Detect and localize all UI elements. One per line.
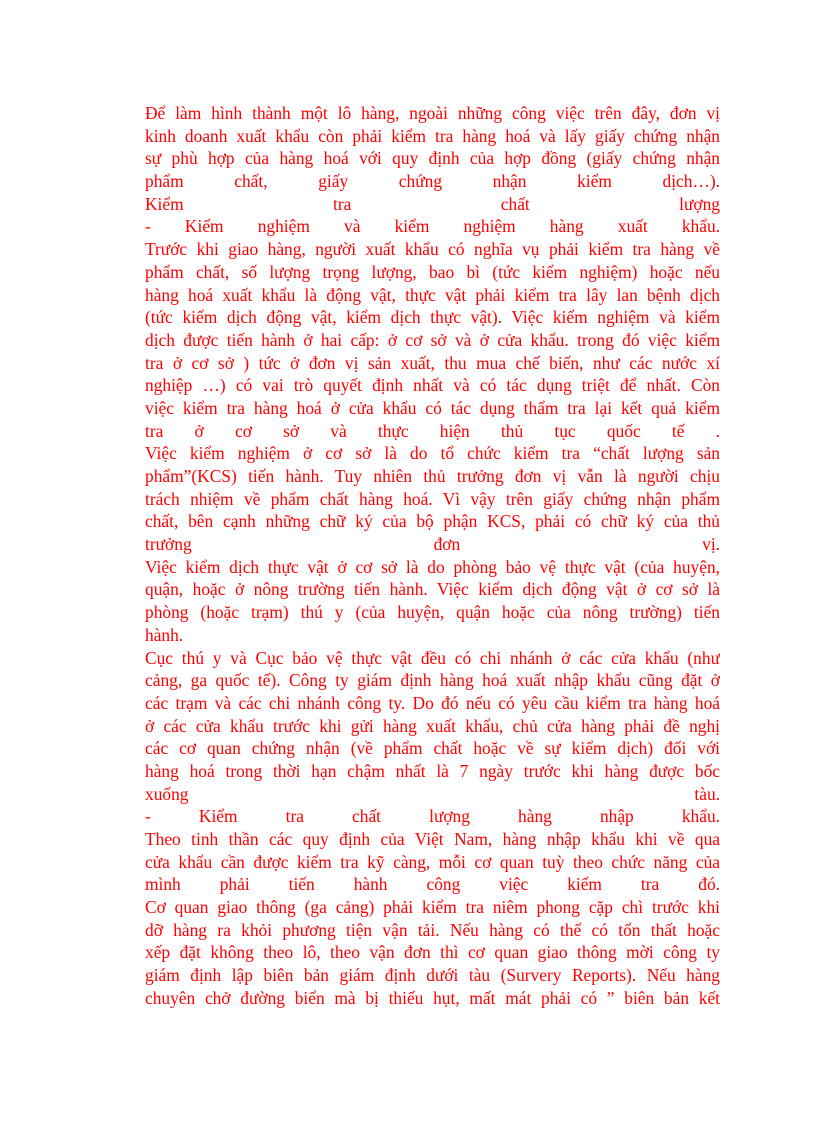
text-line: sự phù hợp của hàng hoá với quy định của hợp đồng (giấy chứng nhận	[145, 148, 720, 169]
text-line: việc kiểm tra hàng hoá ở cửa khẩu có tác dụng thẩm tra lại kết quả kiểm	[145, 397, 720, 418]
text-line: Việc kiểm dịch thực vật ở cơ sở là do phòng bảo vệ thực vật (của huyện,	[145, 556, 720, 577]
text-line: - Kiểm nghiệm và kiểm nghiệm hàng xuất khẩu.	[145, 216, 720, 237]
text-line: phẩm chất, giấy chứng nhận kiểm dịch…).	[145, 171, 720, 192]
text-line: Cơ quan giao thông (ga cảng) phải kiểm tra niêm phong cặp chì trước khi	[145, 897, 720, 918]
text-line: ở các cửa khẩu trước khi gửi hàng xuất khẩu, chủ cửa hàng phải đề nghị	[145, 715, 720, 736]
document-body	[145, 102, 720, 1010]
text-line: xếp đặt không theo lô, theo vận đơn thì cơ quan giao thông mời công ty	[145, 942, 720, 963]
text-line: Kiểm tra chất lượng	[145, 193, 720, 214]
text-line: giám định lập biên bản giám định dưới tàu (Survery Reports). Nếu hàng	[145, 965, 720, 986]
text-line: (tức kiểm dịch động vật, kiểm dịch thực vật). Việc kiểm nghiệm và kiểm	[145, 307, 720, 328]
text-line: hàng hoá trong thời hạn chậm nhất là 7 ngày trước khi hàng được bốc	[145, 760, 720, 781]
text-line: Cục thú y và Cục bảo vệ thực vật đều có chi nhánh ở các cửa khẩu (như	[145, 647, 720, 668]
text-line: phòng (hoặc trạm) thú y (của huyện, quận hoặc của nông trường) tiến	[145, 602, 720, 623]
text-line: dỡ hàng ra khỏi phương tiện vận tải. Nếu hàng có thể có tổn thất hoặc	[145, 919, 720, 940]
text-line: cảng, ga quốc tế). Công ty giám định hàng hoá xuất nhập khẩu cũng đặt ở	[145, 670, 720, 691]
text-line: trách nhiệm về phẩm chất hàng hoá. Vì vậy trên giấy chứng nhận phẩm	[145, 488, 720, 509]
text-line: nghiệp …) có vai trò quyết định nhất và có tác dụng triệt để nhất. Còn	[145, 375, 720, 396]
text-line: mình phải tiến hành công việc kiểm tra đó.	[145, 874, 720, 895]
text-line: chất, bên cạnh những chữ ký của bộ phận KCS, phải có chữ ký của thủ	[145, 511, 720, 532]
text-line: cửa khẩu cần được kiểm tra kỹ càng, mỗi cơ quan tuỳ theo chức năng của	[145, 851, 720, 872]
text-line: Trước khi giao hàng, người xuất khẩu có nghĩa vụ phải kiểm tra hàng về	[145, 239, 720, 260]
text-line: hàng hoá xuất khẩu là động vật, thực vật phải kiểm tra lây lan bệnh dịch	[145, 284, 720, 305]
text-line: dịch được tiến hành ở hai cấp: ở cơ sở và ở cửa khẩu. trong đó việc kiểm	[145, 329, 720, 350]
text-line: Theo tinh thần các quy định của Việt Nam, hàng nhập khẩu khi về qua	[145, 829, 720, 849]
text-line: các trạm và các chi nhánh công ty. Do đó nếu có yêu cầu kiểm tra hàng hoá	[145, 692, 720, 713]
text-line: chuyên chở đường biển mà bị thiếu hụt, mất mát phải có ” biên bản kết	[145, 987, 720, 1008]
text-line: Việc kiểm nghiệm ở cơ sở là do tổ chức kiểm tra “chất lượng sản	[145, 443, 720, 464]
text-line: kinh doanh xuất khẩu còn phải kiểm tra hàng hoá và lấy giấy chứng nhận	[145, 125, 720, 146]
text-line: trưởng đơn vị.	[145, 534, 720, 555]
text-line: tra ở cơ sở ) tức ở đơn vị sản xuất, thu mua chế biến, như các nước xí	[145, 352, 720, 373]
text-line: - Kiểm tra chất lượng hàng nhập khẩu.	[145, 806, 720, 827]
text-line: xuống tàu.	[145, 783, 720, 804]
text-line: phẩm chất, số lượng trọng lượng, bao bì (tức kiểm nghiệm) hoặc nếu	[145, 261, 720, 282]
text-line: hành.	[145, 624, 184, 645]
text-line: tra ở cơ sở và thực hiện thủ tục quốc tế .	[145, 420, 720, 441]
text-line: phẩm”(KCS) tiến hành. Tuy nhiên thủ trưởng đơn vị vẫn là người chịu	[145, 466, 720, 486]
text-line: các cơ quan chứng nhận (về phẩm chất hoặc về sự kiểm dịch) đối với	[145, 738, 720, 759]
text-line: quận, hoặc ở nông trường tiến hành. Việc kiểm dịch động vật ở cơ sở là	[145, 579, 720, 600]
text-line: Để làm hình thành một lô hàng, ngoài những công việc trên đây, đơn vị	[145, 103, 720, 123]
